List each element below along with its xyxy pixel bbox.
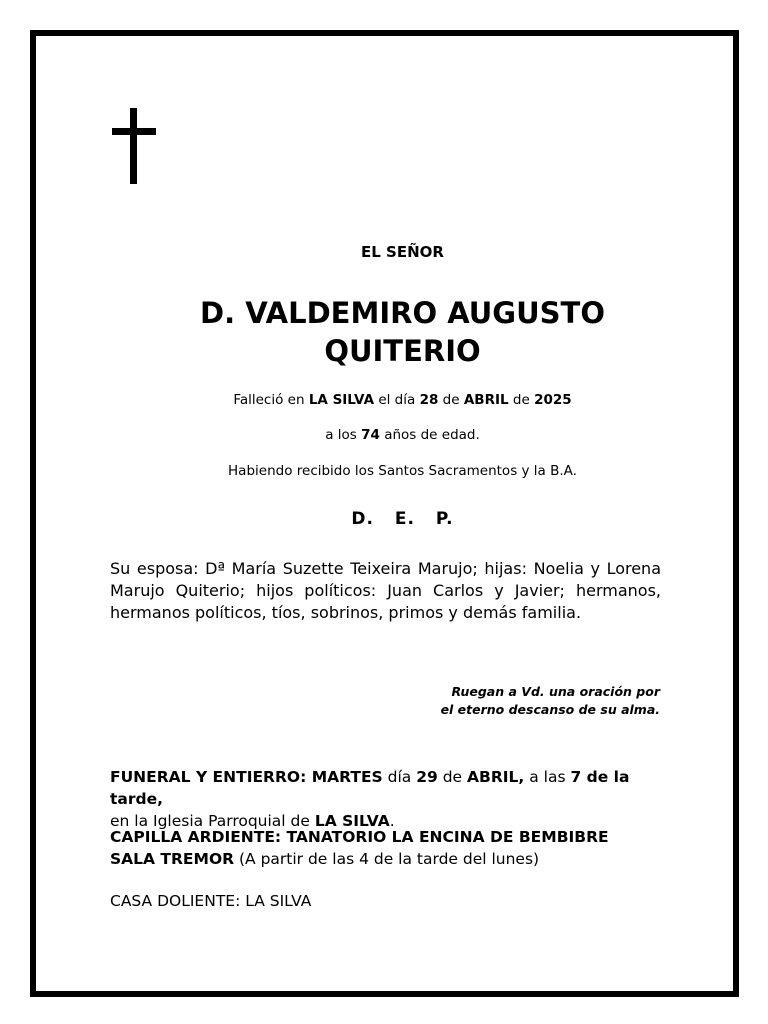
funeral-text: día: [382, 768, 417, 786]
death-year: 2025: [534, 392, 572, 408]
funeral-day: 29: [416, 768, 438, 786]
chapel-note: (A partir de las 4 de la tarde del lunes): [234, 850, 540, 868]
deceased-name-line1: D. VALDEMIRO AUGUSTO: [200, 296, 605, 330]
funeral-time: 7 de la tarde,: [110, 768, 630, 808]
mourning-house: CASA DOLIENTE: LA SILVA: [110, 892, 312, 910]
funeral-place: LA SILVA: [314, 812, 390, 830]
funeral-text: en la Iglesia Parroquial de: [110, 812, 315, 830]
prayer-line2: el eterno descanso de su alma.: [440, 702, 660, 717]
funeral-text: .: [389, 812, 395, 830]
chapel-line2: [110, 848, 670, 870]
family-paragraph: Su esposa: Dª María Suzette Teixeira Marujo; hijas: Noelia y Lorena Marujo Quiterio; hijos políticos: Juan Carlos y Javier; hermanos, hermanos políticos, tíos, sobrinos, primos y demás familia.: [110, 559, 661, 622]
funeral-weekday: MARTES: [311, 768, 383, 786]
age-text: a los: [325, 427, 362, 443]
chapel-room: SALA TREMOR: [110, 850, 235, 868]
chapel-title: CAPILLA ARDIENTE: TANATORIO LA ENCINA DE BEMBIBRE: [110, 828, 609, 846]
death-details: [36, 392, 768, 408]
funeral-label: FUNERAL Y ENTIERRO: [110, 768, 301, 786]
chapel-info: [110, 826, 670, 870]
funeral-month: ABRIL,: [467, 768, 525, 786]
funeral-text: de: [437, 768, 468, 786]
funeral-colon: :: [300, 768, 312, 786]
age-years: 74: [361, 427, 380, 443]
latin-cross-icon: [110, 108, 158, 184]
death-text: Falleció en: [233, 392, 309, 408]
death-text: de: [508, 392, 535, 408]
age-text: años de edad.: [379, 427, 480, 443]
prayer-line1: Ruegan a Vd. una oración por: [451, 684, 660, 699]
sacraments-line: Habiendo recibido los Santos Sacramentos y la B.A.: [228, 463, 577, 479]
chapel-line1: [110, 826, 670, 848]
honorific: EL SEÑOR: [361, 243, 444, 261]
death-place: LA SILVA: [308, 392, 375, 408]
funeral-info: [110, 766, 670, 832]
deceased-name-line2: QUITERIO: [324, 334, 481, 368]
death-month: ABRIL: [463, 392, 509, 408]
death-text: el día: [374, 392, 420, 408]
prayer-request: [340, 683, 660, 719]
deceased-name: [36, 294, 768, 370]
rip-initials: D. E. P.: [351, 509, 454, 529]
death-text: de: [438, 392, 464, 408]
funeral-line1: [110, 766, 670, 810]
age-line: [36, 427, 768, 443]
death-day: 28: [419, 392, 439, 408]
funeral-text: a las: [524, 768, 571, 786]
